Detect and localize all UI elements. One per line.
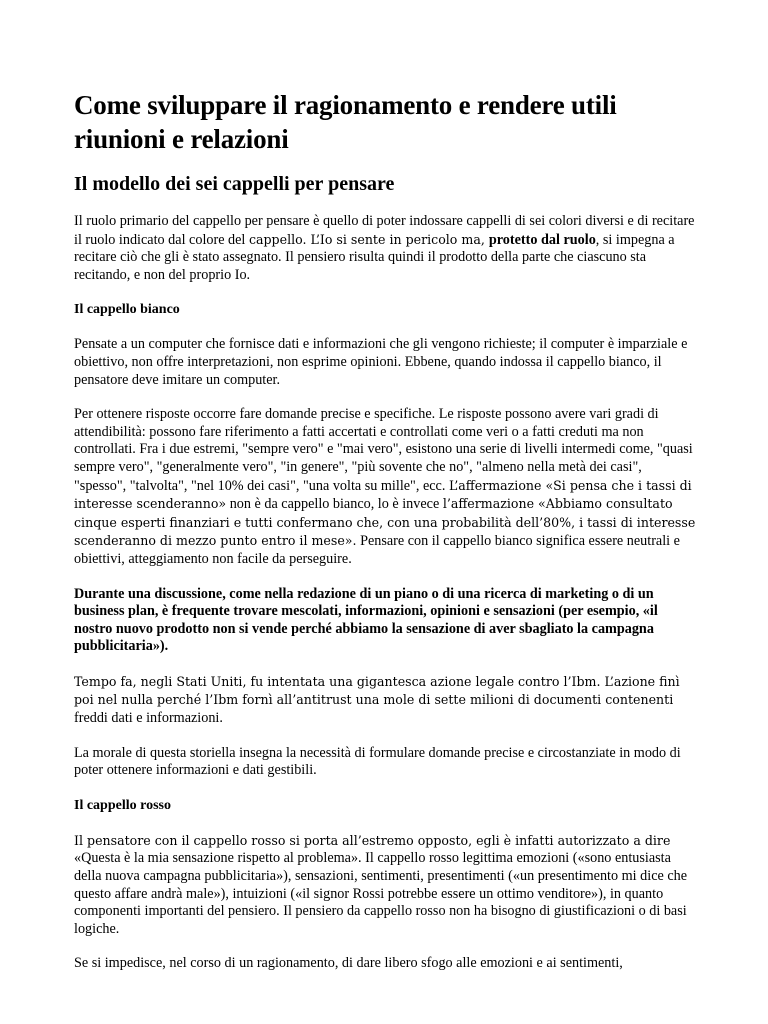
white-hat-p4-b: freddi dati e informazioni. <box>74 710 223 727</box>
white-hat-p2-e: Pensare con il cappello bianco significa essere neutrali e obiettivi, atteggiamento non facile da perseguire. <box>74 533 680 567</box>
red-hat-paragraph-1 <box>74 832 696 939</box>
white-hat-paragraph-4 <box>74 673 696 728</box>
white-hat-heading: Il cappello bianco <box>74 302 180 318</box>
intro-text-c: , si impegna a recitare ciò che gli è stato assegnato. Il pensiero risulta quindi il prodotto della parte che ciascuno sta recitando, e non del proprio Io. <box>74 231 675 283</box>
red-hat-p1-a: Il pensatore con il cappello rosso si porta all’estremo opposto, egli è infatti autorizzato a dire <box>74 832 671 848</box>
document-title: Come sviluppare il ragionamento e rendere utili riunioni e relazioni <box>74 90 617 154</box>
document-subtitle: Il modello dei sei cappelli per pensare <box>74 173 395 195</box>
white-hat-paragraph-2 <box>74 406 696 568</box>
intro-text-b: cappello. L’Io si sente in pericolo ma, <box>248 231 489 247</box>
intro-bold: protetto dal ruolo <box>488 231 596 248</box>
white-hat-paragraph-5: La morale di questa storiella insegna la necessità di formulare domande precise e circostanziate in modo di poter ottenere informazioni e dati gestibili. <box>74 744 681 779</box>
white-hat-p2-b: L’affermazione «Si pensa che i tassi di interesse scenderanno» <box>74 477 692 512</box>
white-hat-paragraph-1: Pensate a un computer che fornisce dati e informazioni che gli vengono richieste; il computer è imparziale e obiettivo, non offre interpretazioni, non esprime opinioni. Ebbene, quando indossa il cappello bianco, il pensatore deve imitare un computer. <box>74 336 688 388</box>
red-hat-p1-b: «Questa è la mia sensazione rispetto al problema». Il cappello rosso legittima emozioni («sono entusiasta della nuova campagna pubblicitaria»), sensazioni, sentimenti, presentimenti («un presentimento mi dice che questo affare andrà male»), intuizioni («il signor Rossi potrebbe essere un ottimo venditore»), in quanto componenti importanti del pensiero. Il pensiero da cappello rosso non ha bisogno di giustificazioni o di basi logiche. <box>74 850 688 937</box>
intro-text-a: Il ruolo primario del cappello per pensare è quello di poter indossare cappelli di sei colori diversi e di recitare il ruolo indicato dal colore del <box>74 213 695 248</box>
white-hat-p2-a: Per ottenere risposte occorre fare domande precise e specifiche. Le risposte possono avere vari gradi di attendibilità: possono fare riferimento a fatti accertati e controllati come veri o a fatti creduti ma non controllati. Fra i due estremi, "sempre vero" e "mai vero", esistono una serie di livelli intermedi come, "quasi sempre vero", "generalmente vero", "in genere", "più sovente che no", "almeno nella metà dei casi", "spesso", "talvolta", "nel 10% dei casi", "una volta su mille", ecc. <box>74 406 693 494</box>
white-hat-p2-c: non è da cappello bianco, lo è invece <box>226 496 443 513</box>
red-hat-heading: Il cappello rosso <box>74 797 171 813</box>
white-hat-p3-bold: Durante una discussione, come nella redazione di un piano o di una ricerca di marketing o di un business plan, è frequente trovare mescolati, informazioni, opinioni e sensazioni (per esempio, «il nostro nuovo prodotto non si vende perché abbiamo la sensazione di aver sbagliato la campagna pubblicitaria»). <box>74 585 658 655</box>
intro-paragraph <box>74 213 696 284</box>
red-hat-paragraph-2: Se si impedisce, nel corso di un ragionamento, di dare libero sfogo alle emozioni e ai sentimenti, <box>74 955 623 972</box>
white-hat-paragraph-3 <box>74 586 696 656</box>
white-hat-p4-a: Tempo fa, negli Stati Uniti, fu intentata una gigantesca azione legale contro l’Ibm. L’azione finì poi nel nulla perché l’Ibm fornì all’antitrust una mole di sette milioni di documenti contenenti <box>74 673 680 708</box>
white-hat-p2-d: l’affermazione «Abbiamo consultato cinque esperti finanziari e tutti confermano che, con una probabilità dell’80%, i tassi di interesse scenderanno di mezzo punto entro il mese». <box>74 496 696 549</box>
document-page <box>74 88 696 990</box>
